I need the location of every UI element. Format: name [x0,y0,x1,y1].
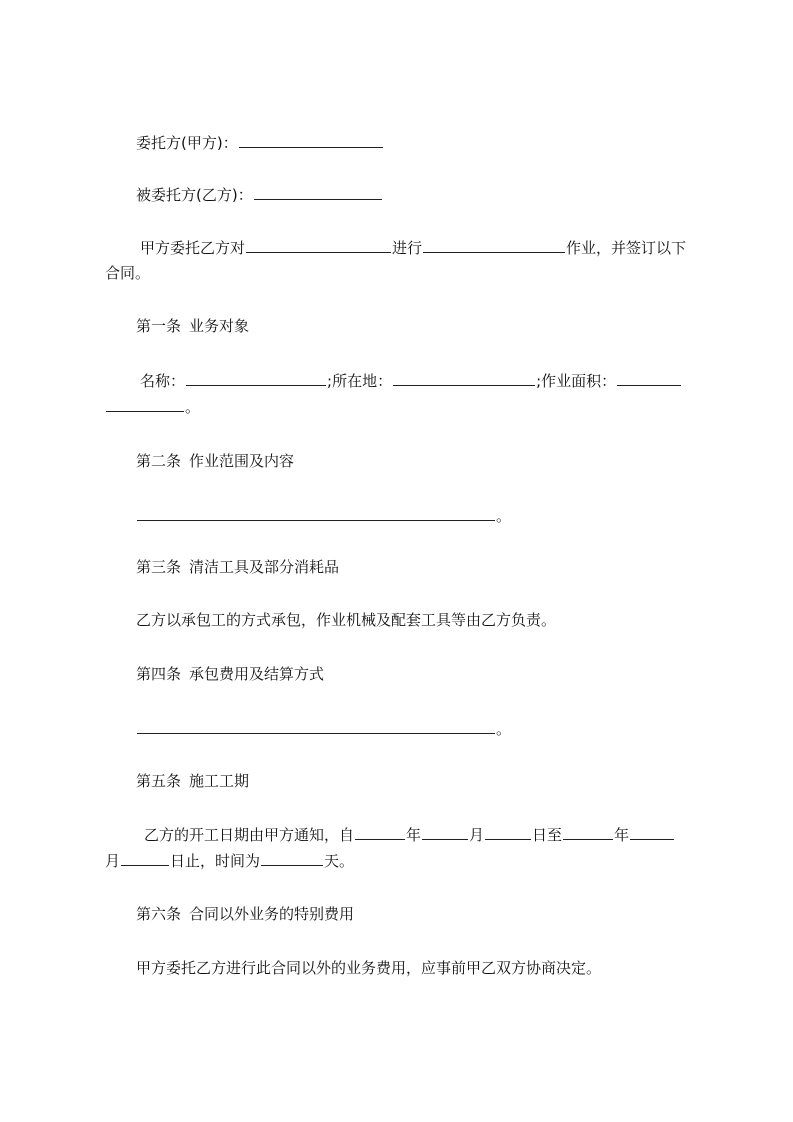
party-a-label: 委托方(甲方)： [136,134,238,152]
article2-heading [136,451,294,471]
end-month-blank-part[interactable] [630,824,674,840]
article5-year2: 年 [614,826,630,844]
article3-title: 清洁工具及部分消耗品 [189,558,340,576]
intro-object-blank[interactable] [246,237,391,253]
article3-num: 第三条 [136,558,182,576]
article5-title: 施工工期 [189,772,250,790]
article3-body [136,610,556,630]
article5-line-1 [144,824,675,844]
start-month-blank[interactable] [422,824,468,840]
article4-end-mark: 。 [496,720,512,738]
start-year-blank[interactable] [355,824,405,840]
article1-area-label: ;作业面积： [536,372,617,390]
object-location-blank[interactable] [393,370,535,386]
object-name-blank[interactable] [186,370,326,386]
article6-body-text: 甲方委托乙方进行此合同以外的业务费用，应事前甲乙双方协商决定。 [136,959,602,977]
article1-line-2 [105,396,200,416]
party-b-label: 被委托方(乙方)： [136,186,253,204]
article5-day-end: 日止，时间为 [170,852,261,870]
article5-day-to: 日至 [532,826,563,844]
start-day-blank[interactable] [485,824,531,840]
fee-settlement-blank[interactable] [137,718,495,734]
article5-year: 年 [406,826,422,844]
article3-body-text: 乙方以承包工的方式承包，作业机械及配套工具等由乙方负责。 [136,611,557,629]
intro-line-1 [140,237,686,257]
article5-start-text: 乙方的开工日期由甲方通知，自 [144,826,355,844]
article5-line-2 [105,850,354,870]
article1-num: 第一条 [136,317,182,335]
article6-heading [136,904,354,924]
intro-part1: 甲方委托乙方对 [140,239,246,257]
article1-heading [136,316,249,336]
article1-location-label: ;所在地： [327,372,393,390]
article5-month2: 月 [105,852,121,870]
object-area-blank[interactable] [617,370,681,386]
party-b-blank[interactable] [254,184,382,200]
duration-days-blank[interactable] [261,850,323,866]
article1-title: 业务对象 [189,317,250,335]
article1-name-label: 名称： [140,372,186,390]
article5-month: 月 [469,826,485,844]
object-area-blank-cont[interactable] [106,396,184,412]
article4-num: 第四条 [136,665,182,683]
party-a-line [136,132,384,152]
article6-body [136,958,601,978]
party-a-blank[interactable] [239,132,383,148]
article6-num: 第六条 [136,905,182,923]
article5-num: 第五条 [136,772,182,790]
intro-part2: 进行 [392,239,423,257]
article2-num: 第二条 [136,452,182,470]
end-year-blank[interactable] [563,824,613,840]
article2-line [136,505,511,525]
article2-end-mark: 。 [496,507,512,525]
article2-title: 作业范围及内容 [189,452,295,470]
article1-line-1 [140,370,682,390]
article4-title: 承包费用及结算方式 [189,665,325,683]
article4-heading [136,664,324,684]
intro-part3: 作业，并签订以下 [566,239,687,257]
article4-line [136,718,511,738]
intro-work-blank[interactable] [423,237,565,253]
party-b-line [136,184,383,204]
article3-heading [136,557,339,577]
article1-end-mark: 。 [185,398,201,416]
article6-title: 合同以外业务的特别费用 [189,905,355,923]
article5-days: 天。 [324,852,355,870]
article5-heading [136,771,249,791]
intro-part4: 合同。 [105,264,151,282]
end-day-blank[interactable] [121,850,169,866]
work-scope-blank[interactable] [137,505,495,521]
intro-line-2 [105,263,150,283]
